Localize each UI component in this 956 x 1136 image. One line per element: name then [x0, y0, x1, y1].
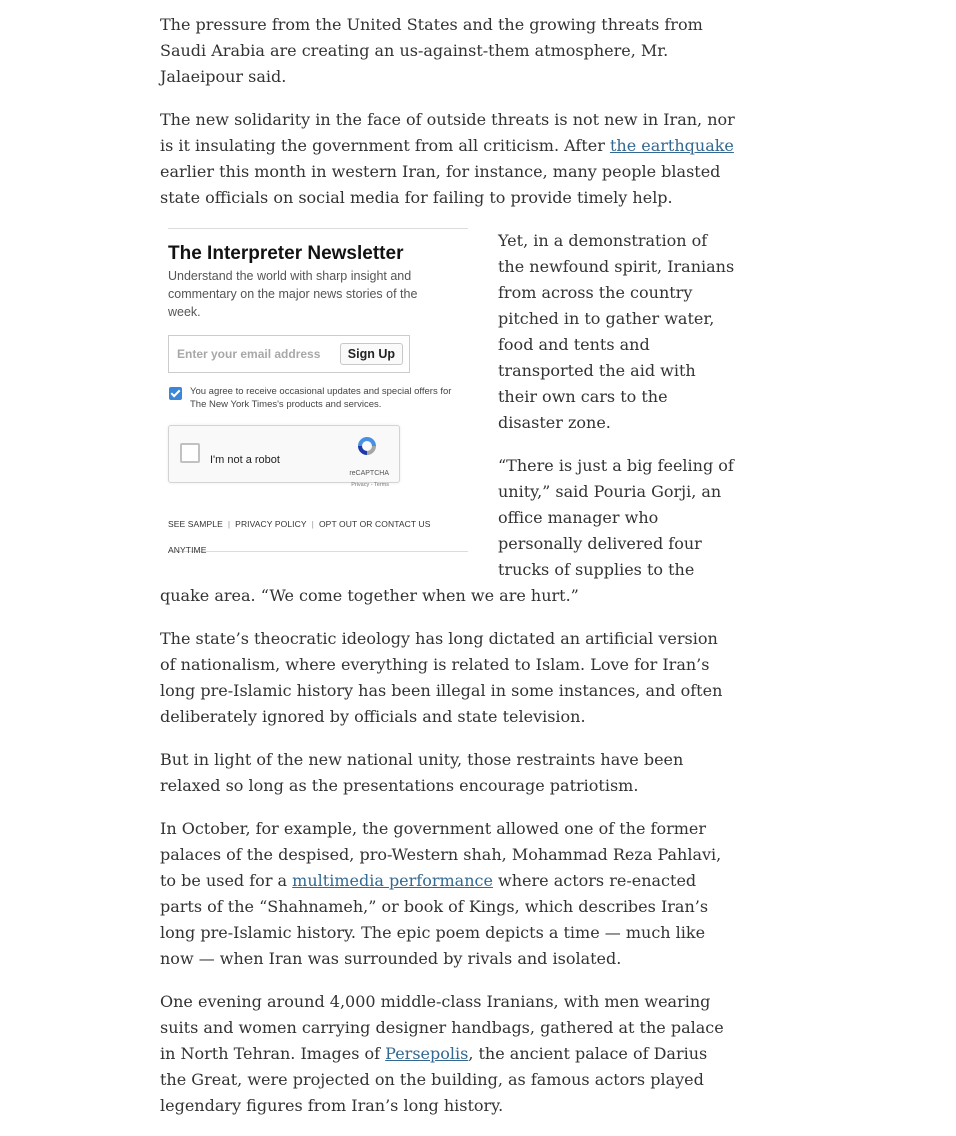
consent-row: [168, 385, 468, 411]
recaptcha-widget: [168, 425, 400, 488]
paragraph-3: Yet, in a demonstration of the newfound spirit, Iranians from across the country pitched in to gather water, food and tents and transported the aid with their own cars to the disaster zone.: [498, 231, 735, 432]
multimedia-performance-link[interactable]: multimedia performance: [292, 871, 493, 890]
paragraph-7-text-b: where actors re-enacted parts of the “Shahnameh,” or book of Kings, which describes Iran’s long pre-Islamic history. The epic poem depicts a time — much like now — when Iran was surrounded by rivals and isolated.: [160, 871, 709, 968]
recaptcha-checkbox[interactable]: [180, 443, 200, 463]
recaptcha-brand: reCAPTCHA: [349, 470, 389, 477]
privacy-policy-link[interactable]: PRIVACY POLICY: [235, 519, 307, 529]
paragraph-5: The state’s theocratic ideology has long dictated an artificial version of nationalism, where everything is related to Islam. Love for Iran’s long pre-Islamic history has been illegal in some instances, and often deliberately ignored by officials and state television.: [160, 629, 723, 726]
separator: |: [227, 519, 231, 529]
consent-text: You agree to receive occasional updates and special offers for The New York Times's products and services.: [190, 386, 452, 410]
paragraph-6: But in light of the new national unity, those restraints have been relaxed so long as the presentations encourage patriotism.: [160, 750, 684, 795]
paragraph-8: [160, 989, 735, 1119]
earthquake-link[interactable]: the earthquake: [609, 136, 734, 155]
persepolis-link[interactable]: Persepolis: [385, 1044, 469, 1063]
paragraph-7-text-a: In October, for example, the government allowed one of the former palaces of the despised, pro-Western shah, Mohammad Reza Pahlavi, to be used for a: [160, 819, 722, 890]
separator: |: [311, 519, 314, 529]
recaptcha-logo-icon: [353, 434, 381, 458]
newsletter-title: The Interpreter Newsletter: [168, 243, 404, 264]
newsletter-signup-module: [168, 228, 468, 555]
email-input[interactable]: [177, 347, 340, 361]
see-sample-link[interactable]: SEE SAMPLE: [168, 519, 223, 529]
newsletter-footer-links: [168, 511, 468, 563]
paragraph-2-text-b: earlier this month in western Iran, for instance, many people blasted state officials on social media for failing to provide timely help.: [160, 162, 721, 207]
opt-out-link[interactable]: OPT OUT OR CONTACT US ANYTIME: [168, 519, 431, 555]
paragraph-4: “There is just a big feeling of unity,” said Pouria Gorji, an office manager who personally delivered four trucks of supplies to the quake area. “We come together when we are hurt.”: [160, 456, 734, 605]
article-body: [160, 12, 735, 1136]
recaptcha-terms[interactable]: Privacy - Terms: [351, 482, 389, 488]
newsletter-description: Understand the world with sharp insight and commentary on the major news stories of the week.: [168, 269, 418, 319]
sign-up-button[interactable]: Sign Up: [340, 343, 403, 365]
consent-checkbox[interactable]: [169, 387, 182, 400]
paragraph-2-text-a: The new solidarity in the face of outside threats is not new in Iran, nor is it insulating the government from all criticism. After: [160, 110, 735, 155]
paragraph-1: The pressure from the United States and the growing threats from Saudi Arabia are creating an us-against-them atmosphere, Mr. Jalaeipour said.: [160, 15, 703, 86]
paragraph-7: [160, 816, 735, 972]
paragraph-2: [160, 107, 735, 211]
paragraph-8-text-b: , the ancient palace of Darius the Great, were projected on the building, as famous actors played legendary figures from Iran’s long history.: [160, 1044, 708, 1115]
recaptcha-label: I'm not a robot: [210, 454, 280, 466]
paragraph-8-text-a: One evening around 4,000 middle-class Iranians, with men wearing suits and women carrying designer handbags, gathered at the palace in North Tehran. Images of: [160, 992, 724, 1063]
newsletter-form: [168, 335, 410, 373]
